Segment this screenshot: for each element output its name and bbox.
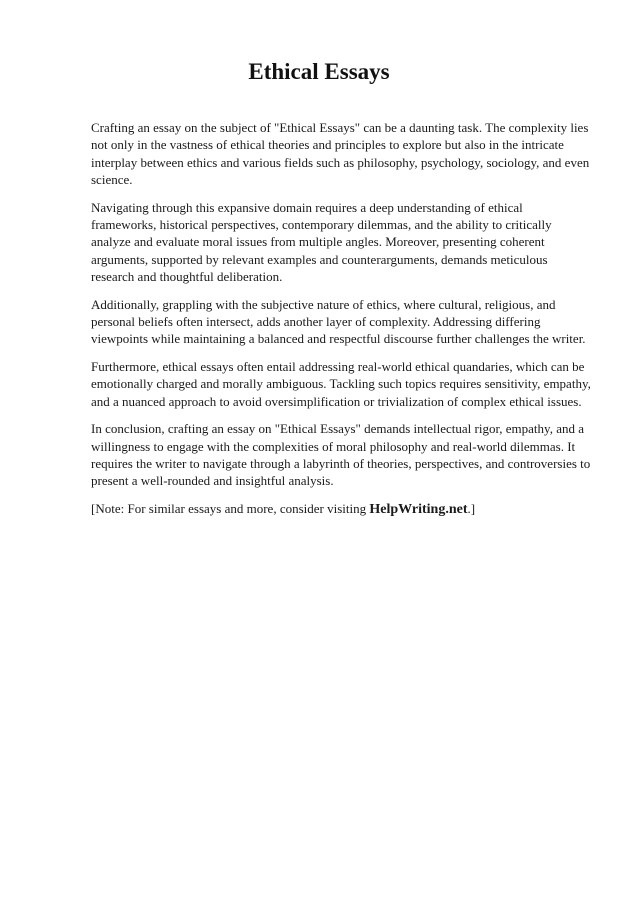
paragraph-intro: Crafting an essay on the subject of "Ethical Essays" can be a daunting task. The complexity lies not only in the vastness of ethical theories and principles to explore but also in the intricate interplay between ethics and various fields such as philosophy, psychology, sociology, and even science. <box>91 120 590 188</box>
paragraph-navigating: Navigating through this expansive domain requires a deep understanding of ethical frameworks, historical perspectives, contemporary dilemmas, and the ability to critically analyze and evaluate moral issues from multiple angles. Moreover, presenting coherent arguments, supported by relevant examples and counterarguments, demands meticulous research and thoughtful deliberation. <box>91 199 552 285</box>
helpwriting-link[interactable]: HelpWriting.net <box>369 501 468 517</box>
document-title: Ethical Essays <box>248 59 390 84</box>
paragraph-conclusion: In conclusion, crafting an essay on "Ethical Essays" demands intellectual rigor, empathy, and a willingness to engage with the complexities of moral philosophy and real-world dilemmas. It requires the writer to navigate through a labyrinth of theories, perspectives, and controversies to present a well-rounded and insightful analysis. <box>91 421 591 489</box>
document-body <box>91 119 591 528</box>
paragraph-additionally: Additionally, grappling with the subjective nature of ethics, where cultural, religious, and personal beliefs often intersect, adds another layer of complexity. Addressing differing viewpoints while maintaining a balanced and respectful discourse further challenges the writer. <box>91 296 586 347</box>
note-paragraph <box>91 500 591 518</box>
note-suffix: .] <box>467 500 476 516</box>
paragraph-furthermore: Furthermore, ethical essays often entail addressing real-world ethical quandaries, which can be emotionally charged and morally ambiguous. Tackling such topics requires sensitivity, empathy, and a nuanced approach to avoid oversimplification or trivialization of complex ethical issues. <box>91 358 591 409</box>
note-prefix: [Note: For similar essays and more, consider visiting <box>91 500 370 516</box>
